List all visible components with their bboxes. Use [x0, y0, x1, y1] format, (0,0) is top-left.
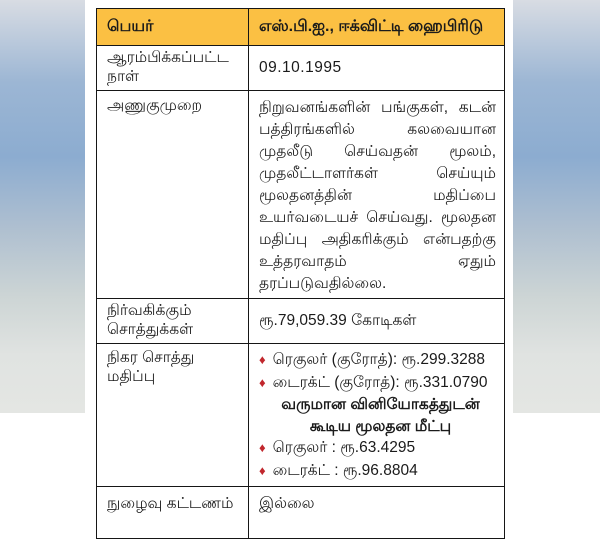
nav-item-direct-idcw [259, 460, 496, 483]
table-header-row [97, 9, 505, 46]
approach-description: நிறுவனங்களின் பங்குகள், கடன் பத்திரங்களில் கலவையான முதலீடு செய்வதன் மூலம், முதலீட்டாளர்கள் செய்யும் மூலதனத்தின் மதிப்பை உயர்வடையச் செய்வது. மூலதன மதிப்பு அதிகரிக்கும் என்பதற்கு உத்தரவாதம் ஏதும் தரப்படுவதில்லை. [259, 99, 496, 292]
aum-value: ரூ.79,059.39 கோடிகள் [249, 299, 505, 344]
row-entry-fee [97, 487, 505, 539]
diamond-bullet-icon: ♦ [259, 462, 266, 478]
diamond-bullet-icon: ♦ [259, 374, 266, 390]
nav-idcw-subheading-line1: வருமான வினியோகத்துடன் [281, 396, 480, 413]
fund-info-table [96, 8, 505, 539]
row-start-date [97, 46, 505, 91]
diamond-bullet-icon: ♦ [259, 352, 266, 367]
nav-item-text: ரெகுலர் : ரூ.63.4295 [272, 439, 416, 456]
approach-label: அணுகுமுறை [97, 91, 249, 299]
start-date-label: ஆரம்பிக்கப்பட்ட நாள் [97, 46, 249, 91]
diamond-bullet-icon: ♦ [259, 440, 266, 455]
header-fund-name: எஸ்.பி.ஐ., ஈக்விட்டி ஹைபிரிடு [249, 9, 505, 46]
nav-label: நிகர சொத்து மதிப்பு [97, 344, 249, 487]
row-approach [97, 91, 505, 299]
header-name-label: பெயர் [97, 9, 249, 46]
aum-label: நிர்வகிக்கும் சொத்துக்கள் [97, 299, 249, 344]
start-date-value: 09.10.1995 [249, 46, 505, 91]
entry-fee-label: நுழைவு கட்டணம் [97, 487, 249, 539]
entry-fee-value: இல்லை [249, 487, 505, 539]
nav-item-direct-growth [259, 372, 496, 395]
nav-idcw-subheading-line2: கூடிய மூலதன மீட்பு [309, 417, 452, 435]
row-net-asset-value [97, 344, 505, 487]
nav-item-text: டைரக்ட் : ரூ.96.8804 [272, 461, 418, 479]
nav-item-regular-growth [259, 349, 496, 372]
nav-item-text: டைரக்ட் (குரோத்): ரூ.331.0790 [272, 373, 488, 391]
nav-item-regular-idcw [259, 437, 496, 460]
nav-item-text: ரெகுலர் (குரோத்): ரூ.299.3288 [272, 351, 485, 368]
row-assets-managed [97, 299, 505, 344]
table-panel [85, 0, 513, 512]
